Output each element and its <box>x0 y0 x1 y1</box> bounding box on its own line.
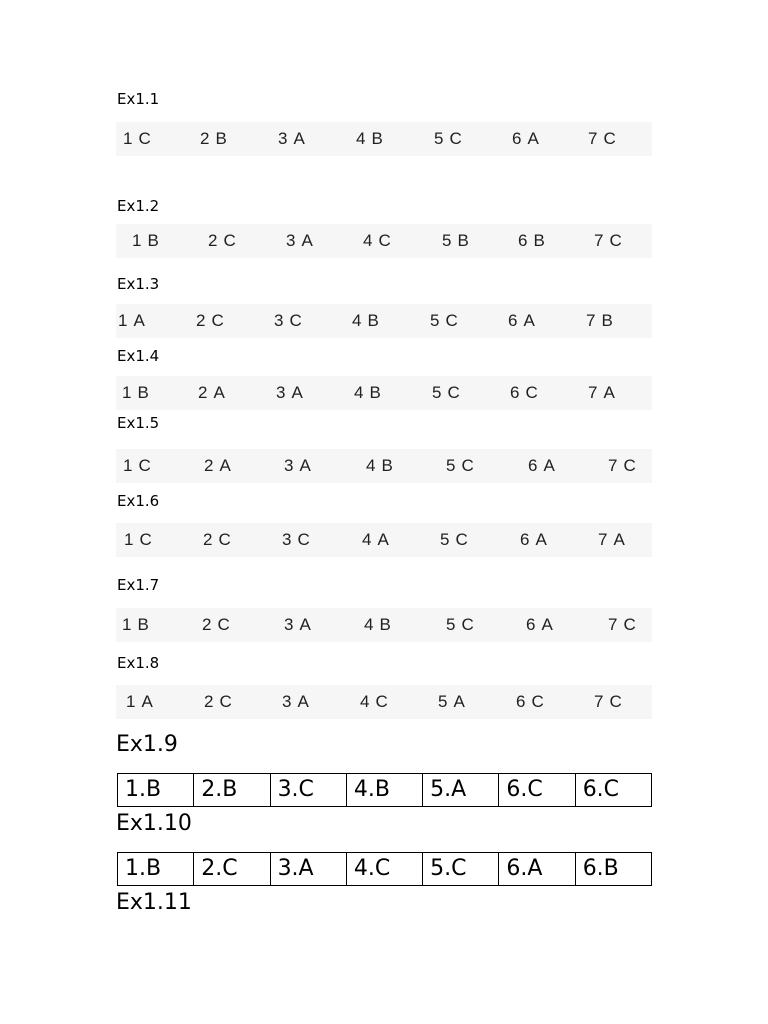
answer-item <box>363 224 391 258</box>
answer-number: 4 <box>364 615 374 634</box>
table-cell: 6.B <box>575 853 651 886</box>
answer-letter: C <box>461 456 474 475</box>
answer-item <box>362 523 389 557</box>
answer-number: 2 <box>198 383 208 402</box>
answer-number: 7 <box>588 129 598 148</box>
answer-letter: C <box>375 692 388 711</box>
answer-number: 6 <box>516 692 526 711</box>
answer-item <box>516 685 544 719</box>
answer-number: 2 <box>204 692 214 711</box>
answer-letter: B <box>379 615 391 634</box>
answer-item <box>284 449 311 483</box>
answer-item <box>520 523 547 557</box>
answer-letter: B <box>215 129 227 148</box>
answer-letter: A <box>541 615 553 634</box>
answer-letter: B <box>533 231 545 250</box>
answer-number: 5 <box>446 615 456 634</box>
table-cell: 3.A <box>270 853 346 886</box>
answer-item <box>118 304 145 338</box>
answer-letter: A <box>603 383 615 402</box>
answer-item <box>274 304 302 338</box>
answer-letter: C <box>603 129 616 148</box>
answer-row <box>116 304 652 338</box>
answer-item <box>354 376 381 410</box>
answer-letter: C <box>609 231 622 250</box>
exercise-heading: Ex1.5 <box>117 414 160 432</box>
exercise-heading: Ex1.8 <box>117 654 160 672</box>
answer-letter: A <box>613 530 625 549</box>
answer-letter: C <box>138 456 151 475</box>
answer-letter: C <box>623 456 636 475</box>
answer-letter: B <box>137 383 149 402</box>
answer-letter: A <box>299 456 311 475</box>
table-cell: 4.B <box>346 774 422 807</box>
answer-item <box>430 304 458 338</box>
answer-letter: C <box>461 615 474 634</box>
answer-letter: C <box>289 311 302 330</box>
answer-item <box>198 376 225 410</box>
answer-letter: C <box>139 530 152 549</box>
answer-letter: A <box>293 129 305 148</box>
answer-item <box>528 449 555 483</box>
answer-number: 7 <box>586 311 596 330</box>
exercise-heading: Ex1.9 <box>116 732 178 757</box>
table-cell: 2.B <box>194 774 270 807</box>
answer-letter: C <box>378 231 391 250</box>
answer-letter: C <box>217 615 230 634</box>
answer-letter: A <box>377 530 389 549</box>
answer-item <box>526 608 553 642</box>
table-row <box>118 853 652 886</box>
answer-letter: C <box>138 129 151 148</box>
answer-row <box>116 376 652 410</box>
answer-item <box>434 122 462 156</box>
answer-item <box>203 523 231 557</box>
answer-item <box>282 523 310 557</box>
answer-number: 4 <box>352 311 362 330</box>
answer-letter: A <box>141 692 153 711</box>
answer-table <box>117 852 652 886</box>
answer-letter: C <box>211 311 224 330</box>
answer-letter: A <box>535 530 547 549</box>
answer-number: 6 <box>510 383 520 402</box>
answer-item <box>508 304 535 338</box>
answer-number: 1 <box>126 692 136 711</box>
answer-number: 6 <box>518 231 528 250</box>
answer-number: 5 <box>440 530 450 549</box>
answer-item <box>132 224 159 258</box>
answer-row <box>116 523 652 557</box>
answer-number: 1 <box>132 231 142 250</box>
answer-number: 4 <box>356 129 366 148</box>
answer-item <box>432 376 460 410</box>
answer-item <box>360 685 388 719</box>
answer-letter: C <box>297 530 310 549</box>
answer-letter: C <box>447 383 460 402</box>
answer-number: 6 <box>520 530 530 549</box>
answer-letter: B <box>147 231 159 250</box>
answer-item <box>588 122 616 156</box>
answer-item <box>356 122 383 156</box>
answer-item <box>196 304 224 338</box>
answer-item <box>442 224 469 258</box>
answer-number: 3 <box>276 383 286 402</box>
answer-number: 6 <box>526 615 536 634</box>
answer-letter: C <box>525 383 538 402</box>
answer-letter: C <box>609 692 622 711</box>
answer-item <box>598 523 625 557</box>
answer-item <box>124 523 152 557</box>
answer-item <box>512 122 539 156</box>
table-cell: 3.C <box>270 774 346 807</box>
exercise-heading: Ex1.2 <box>117 197 160 215</box>
answer-number: 2 <box>204 456 214 475</box>
answer-number: 1 <box>118 311 128 330</box>
answer-letter: A <box>133 311 145 330</box>
answer-number: 5 <box>430 311 440 330</box>
answer-item <box>446 449 474 483</box>
answer-item <box>276 376 303 410</box>
answer-item <box>122 376 149 410</box>
answer-letter: C <box>449 129 462 148</box>
exercise-heading: Ex1.1 <box>117 90 160 108</box>
answer-number: 7 <box>608 456 618 475</box>
answer-letter: A <box>523 311 535 330</box>
answer-item <box>594 224 622 258</box>
answer-letter: A <box>219 456 231 475</box>
answer-number: 3 <box>282 692 292 711</box>
answer-letter: A <box>527 129 539 148</box>
answer-letter: B <box>601 311 613 330</box>
answer-number: 3 <box>274 311 284 330</box>
answer-number: 4 <box>354 383 364 402</box>
answer-item <box>286 224 313 258</box>
answer-letter: B <box>371 129 383 148</box>
answer-number: 5 <box>438 692 448 711</box>
answer-number: 3 <box>282 530 292 549</box>
answer-item <box>278 122 305 156</box>
answer-item <box>446 608 474 642</box>
answer-number: 7 <box>588 383 598 402</box>
answer-number: 3 <box>284 615 294 634</box>
answer-number: 3 <box>286 231 296 250</box>
table-cell: 2.C <box>194 853 270 886</box>
answer-item <box>364 608 391 642</box>
answer-number: 7 <box>594 231 604 250</box>
answer-item <box>208 224 236 258</box>
answer-number: 1 <box>122 383 132 402</box>
answer-item <box>204 685 232 719</box>
exercise-heading: Ex1.3 <box>117 275 160 293</box>
answer-number: 5 <box>442 231 452 250</box>
answer-number: 6 <box>508 311 518 330</box>
answer-item <box>366 449 393 483</box>
answer-number: 1 <box>123 129 133 148</box>
answer-number: 5 <box>432 383 442 402</box>
answer-number: 2 <box>208 231 218 250</box>
answer-item <box>594 685 622 719</box>
answer-item <box>510 376 538 410</box>
answer-number: 2 <box>196 311 206 330</box>
answer-letter: C <box>623 615 636 634</box>
answer-item <box>518 224 545 258</box>
answer-row <box>116 122 652 156</box>
answer-number: 5 <box>446 456 456 475</box>
answer-letter: A <box>453 692 465 711</box>
answer-number: 6 <box>512 129 522 148</box>
answer-item <box>284 608 311 642</box>
answer-item <box>586 304 613 338</box>
table-cell: 6.C <box>499 774 575 807</box>
answer-number: 4 <box>363 231 373 250</box>
answer-number: 1 <box>124 530 134 549</box>
answer-letter: B <box>137 615 149 634</box>
answer-item <box>608 608 636 642</box>
exercise-heading: Ex1.6 <box>117 492 160 510</box>
answer-number: 7 <box>598 530 608 549</box>
answer-number: 2 <box>202 615 212 634</box>
answer-number: 7 <box>594 692 604 711</box>
answer-item <box>122 608 149 642</box>
answer-item <box>204 449 231 483</box>
answer-letter: A <box>301 231 313 250</box>
exercise-heading: Ex1.7 <box>117 576 160 594</box>
answer-letter: B <box>457 231 469 250</box>
answer-letter: C <box>455 530 468 549</box>
answer-number: 4 <box>366 456 376 475</box>
answer-number: 3 <box>284 456 294 475</box>
answer-letter: A <box>297 692 309 711</box>
answer-item <box>202 608 230 642</box>
answer-item <box>123 122 151 156</box>
answer-item <box>123 449 151 483</box>
answer-number: 2 <box>200 129 210 148</box>
answer-letter: C <box>531 692 544 711</box>
answer-item <box>438 685 465 719</box>
answer-letter: C <box>218 530 231 549</box>
answer-number: 3 <box>278 129 288 148</box>
answer-letter: A <box>543 456 555 475</box>
answer-letter: C <box>219 692 232 711</box>
answer-table <box>117 773 652 807</box>
answer-row <box>116 685 652 719</box>
answer-row <box>116 608 652 642</box>
answer-number: 2 <box>203 530 213 549</box>
table-cell: 5.A <box>423 774 499 807</box>
answer-item <box>588 376 615 410</box>
answer-number: 4 <box>362 530 372 549</box>
answer-number: 4 <box>360 692 370 711</box>
answer-letter: C <box>445 311 458 330</box>
answer-number: 6 <box>528 456 538 475</box>
answer-item <box>440 523 468 557</box>
answer-number: 7 <box>608 615 618 634</box>
answer-item <box>608 449 636 483</box>
table-row <box>118 774 652 807</box>
table-cell: 6.A <box>499 853 575 886</box>
answer-row <box>116 449 652 483</box>
answer-letter: B <box>369 383 381 402</box>
table-cell: 5.C <box>423 853 499 886</box>
answer-row <box>116 224 652 258</box>
table-cell: 1.B <box>118 853 194 886</box>
answer-item <box>200 122 227 156</box>
table-cell: 4.C <box>346 853 422 886</box>
answer-letter: C <box>223 231 236 250</box>
exercise-heading: Ex1.4 <box>117 347 160 365</box>
answer-number: 5 <box>434 129 444 148</box>
answer-number: 1 <box>123 456 133 475</box>
answer-letter: B <box>367 311 379 330</box>
answer-item <box>352 304 379 338</box>
answer-item <box>282 685 309 719</box>
answer-letter: A <box>291 383 303 402</box>
exercise-heading: Ex1.10 <box>116 811 192 836</box>
answer-letter: A <box>299 615 311 634</box>
table-cell: 6.C <box>575 774 651 807</box>
answer-letter: A <box>213 383 225 402</box>
exercise-heading: Ex1.11 <box>116 890 192 915</box>
table-cell: 1.B <box>118 774 194 807</box>
answer-item <box>126 685 153 719</box>
answer-letter: B <box>381 456 393 475</box>
answer-number: 1 <box>122 615 132 634</box>
